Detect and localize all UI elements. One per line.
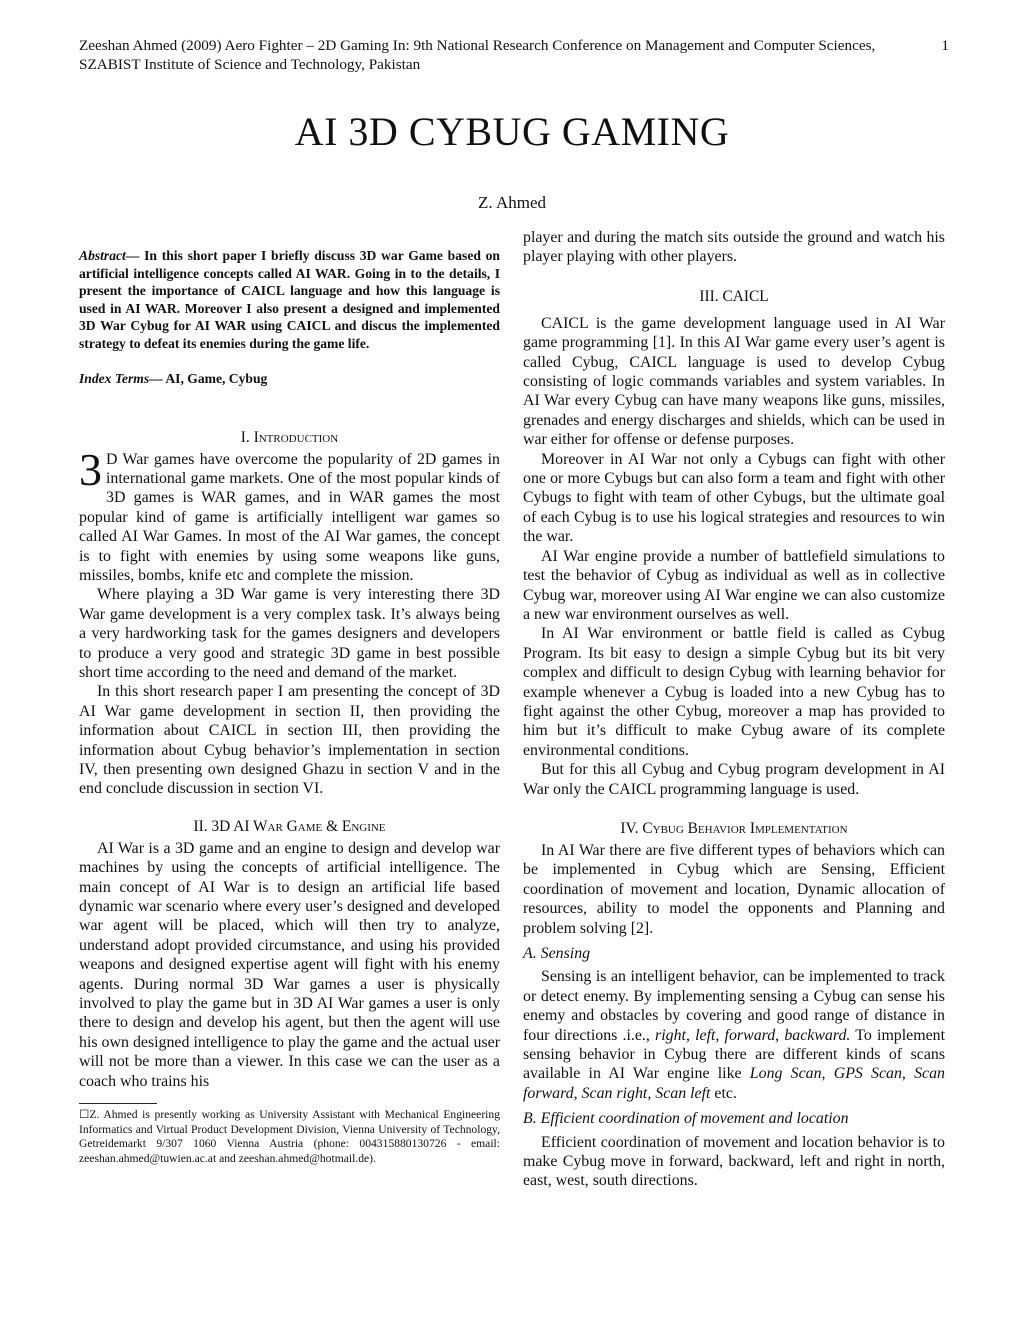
caicl-paragraph-5: But for this all Cybug and Cybug program development in AI War only the CAICL programming language is used. — [523, 761, 945, 798]
author-footnote: ☐Z. Ahmed is presently working as University Assistant with Mechanical Engineering Informatics and Virtual Product Development Division, Vienna University of Technology, Getreidemarkt 9/307 1060 Vienna Austria (phone: 004315880130726 - email: zeeshan.ahmed@tuwien.ac.at and zeeshan.ahmed@hotmail.de). — [79, 1108, 500, 1165]
engine-paragraph-1-continued: player and during the match sits outside the ground and watch his player playing with other players. — [523, 229, 945, 266]
drop-cap: 3 — [79, 443, 102, 495]
intro-paragraph-1-text: D War games have overcome the popularity of 2D games in international game markets. One of the most popular kinds of 3D games is WAR games, and in WAR games the most popular kind of game is artificially intelligent war games so called AI War Games. In most of the AI War games, the concept is to fight with enemies by using some weapons like guns, missiles, bombs, knife etc and complete the mission. — [79, 450, 500, 584]
section-heading-caicl: III. CAICL — [699, 287, 769, 305]
index-terms-label: Index Terms— — [79, 371, 163, 386]
index-terms-text: AI, Game, Cybug — [162, 371, 268, 386]
section-heading-behavior: IV. Cybug Behavior Implementation — [620, 819, 848, 837]
caicl-paragraph-3: AI War engine provide a number of battlefield simulations to test the behavior of Cybug as individual as well as in collective Cybug war, moreover using AI War engine we can also customize a new war environment ourselves as well. — [523, 547, 945, 623]
caicl-paragraph-4: In AI War environment or battle field is called as Cybug Program. Its bit easy to design a simple Cybug but its bit very complex and difficult to design Cybug with learning behavior for example whenever a Cybug is loaded into a new Cybug has to fight against the other Cybug, moreover a map has provided to him but it’s difficult to make Cybug aware of its complete environmental conditions. — [523, 625, 945, 759]
subsection-heading-coordination: B. Efficient coordination of movement and location — [523, 1110, 849, 1128]
subsection-heading-sensing: A. Sensing — [523, 945, 591, 962]
engine-paragraph-1: AI War is a 3D game and an engine to design and develop war machines by using the concepts of artificial intelligence. The main concept of AI War is to design an artificial life based dynamic war scenario where every user’s designed and developed war agent will be placed, which will then try to analyze, understand adopt provided circumstance, and using his provided weapons and designed expertise agent will fight with his enemy agents. During normal 3D War games a user is physically involved to play the game but in 3D AI War games a user is only there to design and develop his agent, but then the agent will use his own designed intelligence to play the game and the actual user will not be more than a viewer. In this case we can the user as a coach who trains his — [79, 839, 500, 1090]
sensing-paragraph — [523, 967, 945, 1103]
sensing-text-c: etc. — [710, 1084, 737, 1102]
intro-paragraph-3: In this short research paper I am presenting the concept of 3D AI War game development in section II, then providing the information about CAICL in section III, then providing the information about Cybug behavior’s implementation in section IV, then presenting own designed Ghazu in section V and in the end conclude discussion in section VI. — [79, 683, 500, 798]
footnote-divider — [79, 1103, 157, 1104]
sensing-directions: right, left, forward, backward. — [655, 1026, 851, 1044]
sensing-text-a: Sensing is an intelligent behavior, can be implemented to track or detect enemy. By implementing sensing a Cybug can sense his enemy and obstacles by covering and good range of distance in four directions .i.e., — [523, 968, 945, 1044]
running-header — [79, 36, 949, 74]
coordination-paragraph: Efficient coordination of movement and location behavior is to make Cybug move in forward, backward, left and right in north, east, west, south directions. — [523, 1133, 945, 1190]
intro-paragraph-1 — [79, 443, 500, 586]
caicl-paragraph-1: CAICL is the game development language used in AI War game programming [1]. In this AI War game every user’s agent is called Cybug, CAICL language is used to develop Cybug consisting of logic commands variables and system variables. In AI War every Cybug can have many weapons like guns, missiles, grenades and energy discharges and shields, which can be used in war either for offense or defense purposes. — [523, 314, 945, 449]
intro-paragraph-2: Where playing a 3D War game is very interesting there 3D War game development is a very complex task. It’s always being a very hardworking task for the games designers and developers to produce a very good and strategic 3D game in best possible short time according to the need and demand of the market. — [79, 586, 500, 681]
paper-title: AI 3D CYBUG GAMING — [294, 109, 730, 154]
sensing-text-b: To implement sensing behavior in Cybug there are different kinds of scans available in AI War engine like — [523, 1026, 945, 1083]
abstract-text: In this short paper I briefly discuss 3D war Game based on artificial intelligence concepts called AI WAR. Going in to the details, I present the importance of CAICL language and how this language is used in AI WAR. Moreover I also present a designed and implemented 3D War Cybug for AI WAR using CAICL and discus the implemented strategy to defeat its enemies during the game life. — [79, 248, 500, 351]
header-citation: Zeeshan Ahmed (2009) Aero Fighter – 2D Gaming In: 9th National Research Conference on Management and Computer Sciences, SZABIST Institute of Science and Technology, Pakistan — [79, 37, 876, 73]
section-heading-introduction: I. Introduction — [240, 428, 339, 446]
section-heading-engine: II. 3D AI War Game & Engine — [193, 817, 386, 835]
page-number: 1 — [941, 37, 949, 54]
index-terms — [79, 370, 500, 388]
abstract-label: Abstract— — [79, 248, 140, 263]
sensing-scans: Long Scan, GPS Scan, Scan forward, Scan right, Scan left — [523, 1065, 945, 1102]
abstract — [79, 247, 500, 352]
right-column — [523, 228, 945, 1191]
caicl-paragraph-2: Moreover in AI War not only a Cybugs can fight with other one or more Cybugs but can also form a team and fight with other Cybugs to fight with team of other Cybugs, but the ultimate goal of each Cybug is to use his logical strategies and resources to win the war. — [523, 450, 945, 546]
behavior-paragraph-1: In AI War there are five different types of behaviors which can be implemented in Cybug which are Sensing, Efficient coordination of movement and location, Dynamic allocation of resources, ability to model the opponents and Planning and problem solving [2]. — [523, 841, 945, 937]
left-column — [79, 247, 500, 1166]
paper-author: Z. Ahmed — [478, 193, 546, 212]
